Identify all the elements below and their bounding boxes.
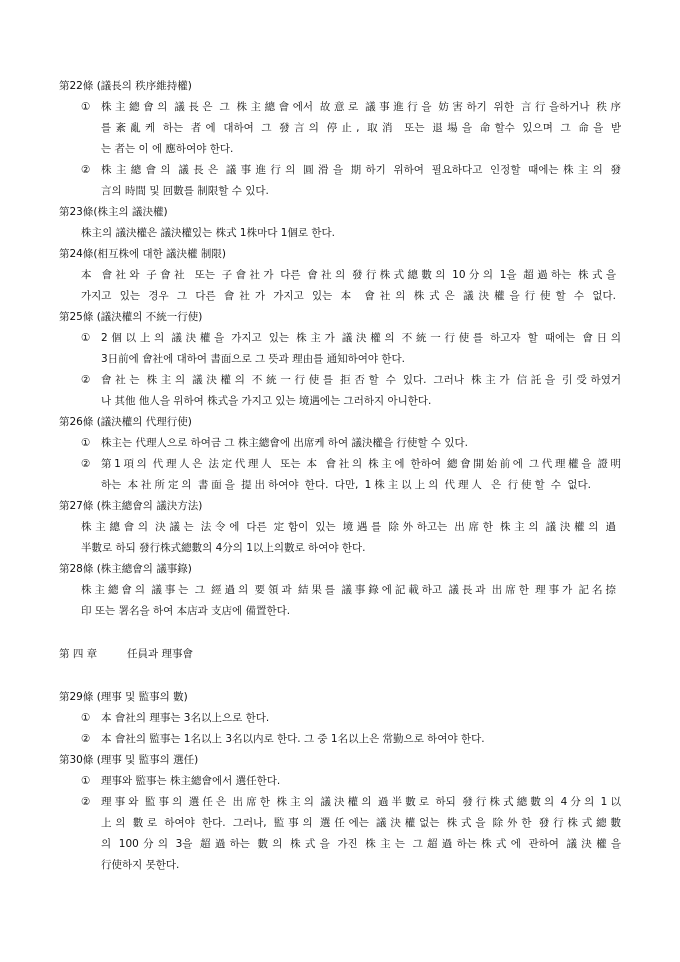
item-marker: ② (81, 733, 91, 745)
article-25-item-2-line-1: 會社는 株主의 議決權의 不統一行使를 拒否할 수 있다. 그러나 株主가 信託을 引受하였거 (101, 374, 621, 386)
article-30-item-2-line-4: 行使하지 못한다. (101, 859, 180, 871)
article-23-heading: 第23條(株主의 議決權) (59, 206, 168, 218)
item-marker: ① (81, 332, 91, 344)
item-marker: ② (81, 164, 91, 176)
article-29-item-1-line-1: 本 會社의 理事는 3名以上으로 한다. (101, 712, 270, 724)
article-27-body-line-2: 半數로 하되 發行株式總數의 4分의 1以上의數로 하여야 한다. (81, 542, 366, 554)
article-28-body-line-2: 印 또는 署名을 하여 本店과 支店에 備置한다. (81, 605, 291, 617)
item-marker: ② (81, 796, 91, 808)
article-24-body-line-1: 本 會社와 子會社 또는 子會社가 다른 會社의 發行株式總數의 10分의 1을 超過하는 株式을 (81, 269, 616, 281)
article-28-body-line-1: 株主總會의 議事는 그 經過의 要領과 結果를 議事錄에記載하고 議長과 出席한 理事가 記名捺 (81, 584, 616, 596)
article-23-body-line-1: 株主의 議決權은 議決權있는 株式 1株마다 1個로 한다. (81, 227, 336, 239)
article-22-item-1-line-1: 株主總會의 議長은 그 株主總會에서 故意로 議事進行을 妨害하기 위한 言行을하거나 秩序 (101, 101, 621, 113)
item-marker: ① (81, 775, 91, 787)
article-29-heading: 第29條 (理事 및 監事의 數) (59, 691, 188, 703)
article-26-item-1-line-1: 株主는 代理人으로 하여금 그 株主總會에 出席케 하여 議決權을 行使할 수 있다. (101, 437, 469, 449)
article-30-heading: 第30條 (理事 및 監事의 選任) (59, 754, 199, 766)
chapter-title: 任員과 理事會 (127, 648, 193, 660)
article-25-item-1-line-2: 3日前에 會社에 대하여 書面으로 그 뜻과 理由를 通知하여야 한다. (101, 353, 406, 365)
article-25-heading: 第25條 (議決權의 不統一行使) (59, 311, 203, 323)
article-30-item-1-line-1: 理事와 監事는 株主總會에서 選任한다. (101, 775, 281, 787)
item-marker: ① (81, 101, 91, 113)
article-27-body-line-1: 株主總會의 決議는 法令에 다른 定함이 있는 境遇를 除外하고는 出席한 株主의 議決權의 過 (81, 521, 616, 533)
article-22-item-2-line-2: 言의 時間 및 回數를 制限할 수 있다. (101, 185, 269, 197)
chapter-number: 第 四 章 (59, 648, 98, 660)
article-24-heading: 第24條(相互株에 대한 議決權 制限) (59, 248, 226, 260)
article-26-item-2-line-2: 하는 本社所定의 書面을 提出하여야 한다. 다만, 1株主以上의 代理人 은 行使할 수 없다. (101, 479, 591, 491)
article-29-item-2-line-1: 本 會社의 監事는 1名以上 3名以内로 한다. 그 중 1名以上은 常勤으로 하여야 한다. (101, 733, 485, 745)
article-26-heading: 第26條 (議決權의 代理行使) (59, 416, 192, 428)
article-27-heading: 第27條 (株主總會의 議決方法) (59, 500, 203, 512)
article-30-item-2-line-3: 의 100分의 3을 超過하는 數의 株式을 가진 株主는 그超過하는株式에 관하여 議決權을 (101, 838, 621, 850)
article-30-item-2-line-1: 理事와 監事의 選任은 出席한 株主의 議決權의 過半數로 하되 發行株式總數의 4分의 1以 (101, 796, 621, 808)
item-marker: ① (81, 437, 91, 449)
article-26-item-2-line-1: 第1項의 代理人은 法定代理人 또는 本 會社의 株主에 한하여 總會開始前에 그代理權을 證明 (101, 458, 621, 470)
item-marker: ② (81, 458, 91, 470)
item-marker: ② (81, 374, 91, 386)
article-22-item-2-line-1: 株主總會의 議長은 議事進行의 圓滑을 期하기 위하여 필요하다고 인정할 때에는株主의 發 (101, 164, 621, 176)
item-marker: ① (81, 712, 91, 724)
article-25-item-2-line-2: 나 其他 他人을 위하여 株式을 가지고 있는 境遇에는 그러하지 아니한다. (101, 395, 432, 407)
article-22-item-1-line-2: 를紊亂케 하는 者에 대하여 그 發言의 停止, 取消 또는 退場을 命할수 있으며 그 命을 받 (101, 122, 621, 134)
article-24-body-line-2: 가지고 있는 경우 그 다른 會社가 가지고 있는 本 會社의 株式은 議決權을行使할 수 없다. (81, 290, 616, 302)
article-30-item-2-line-2: 上의 數로 하여야 한다. 그러나, 監事의 選任에는 議決權없는 株式을 除外한 發行株式總數 (101, 817, 621, 829)
article-22-item-1-line-3: 는 者는 이 에 應하여야 한다. (101, 143, 234, 155)
article-22-heading: 第22條 (議長의 秩序維持權) (59, 80, 192, 92)
article-28-heading: 第28條 (株主總會의 議事錄) (59, 563, 192, 575)
article-25-item-1-line-1: 2個以上의 議決權을 가지고 있는 株主가 議決權의 不統一行使를 하고자 할 때에는 會日의 (101, 332, 621, 344)
